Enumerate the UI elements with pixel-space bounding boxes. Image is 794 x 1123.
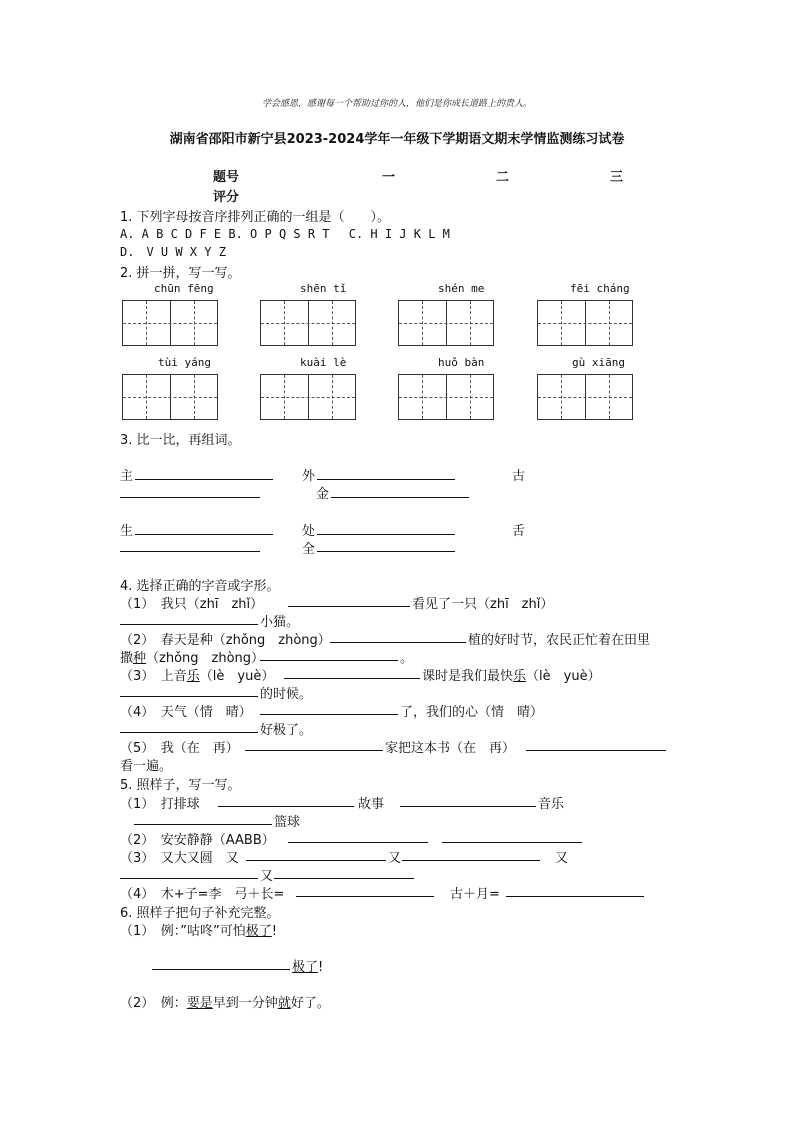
q4-item4-a: （4） 天气（情 晴） bbox=[120, 705, 252, 720]
q4-item1-c: 小猫。 bbox=[260, 615, 300, 630]
q4-item2-a: （2） 春天是种（zhǒng zhòng） bbox=[120, 633, 331, 648]
q6-answer1-underlined: 极了 bbox=[292, 960, 319, 975]
answer-blank[interactable] bbox=[506, 896, 644, 897]
q6-example1-underlined: 极了 bbox=[245, 924, 272, 939]
pinyin-label: kuài lè bbox=[300, 356, 347, 369]
q5-item2-a: （2） 安安静静（AABB） bbox=[120, 833, 275, 848]
score-label-tihao: 题号 bbox=[213, 170, 240, 185]
q4-item3-a-underlined: 乐 bbox=[186, 669, 200, 684]
q6-example2-post: 好了。 bbox=[290, 996, 330, 1011]
pinyin-label: chūn fēng bbox=[154, 282, 214, 295]
q4-item3-b-underlined: 乐 bbox=[513, 669, 527, 684]
writing-grid[interactable] bbox=[260, 300, 356, 346]
writing-grid[interactable] bbox=[537, 300, 633, 346]
answer-blank[interactable] bbox=[120, 551, 260, 552]
q5-item3-a: （3） 又大又圆 又 bbox=[120, 851, 239, 866]
answer-blank[interactable] bbox=[331, 497, 469, 498]
page-title: 湖南省邵阳市新宁县2023-2024学年一年级下学期语文期末学情监测练习试卷 bbox=[169, 132, 625, 147]
q6-example2-mid: 早到一分钟 bbox=[212, 996, 278, 1011]
q4-stem: 4. 选择正确的字音或字形。 bbox=[120, 579, 280, 594]
writing-grid[interactable] bbox=[122, 300, 218, 346]
answer-blank[interactable] bbox=[120, 732, 258, 733]
q4-item2-c-pre: 撒 bbox=[120, 651, 134, 666]
answer-blank[interactable] bbox=[288, 842, 428, 843]
score-col-2: 二 bbox=[496, 170, 510, 185]
compare-char: 主 bbox=[120, 469, 134, 484]
q5-item4-a: （4） 木+子=李 弓＋长= bbox=[120, 887, 285, 902]
q6-example2 bbox=[120, 992, 330, 1011]
q6-example2-pre: （2） 例： bbox=[120, 996, 187, 1011]
q4-item3-a-pre: （3） 上音 bbox=[120, 669, 187, 684]
answer-blank[interactable] bbox=[402, 860, 540, 861]
writing-grid[interactable] bbox=[537, 374, 633, 420]
q4-item4-b: 了，我们的心（情 晴） bbox=[400, 705, 544, 720]
q4-item4-c: 好极了。 bbox=[260, 723, 313, 738]
q5-item1-b: 故事 bbox=[358, 797, 385, 812]
q4-item2-c bbox=[120, 647, 264, 666]
answer-blank[interactable] bbox=[260, 660, 398, 661]
pinyin-label: tùi yáng bbox=[158, 356, 211, 369]
answer-blank[interactable] bbox=[135, 534, 273, 535]
answer-blank[interactable] bbox=[274, 878, 414, 879]
answer-blank[interactable] bbox=[120, 497, 260, 498]
pinyin-label: gù xiāng bbox=[572, 356, 625, 369]
q5-item1-d: 篮球 bbox=[274, 815, 301, 830]
answer-blank[interactable] bbox=[152, 969, 290, 970]
writing-grid[interactable] bbox=[398, 300, 494, 346]
q4-item3-a-post: （lè yuè） bbox=[199, 669, 275, 684]
pinyin-label: shēn tǐ bbox=[300, 282, 347, 295]
q4-item2-b: 植的好时节，农民正忙着在田里 bbox=[468, 633, 651, 648]
q5-item3-c: 又 bbox=[555, 851, 569, 866]
compare-char: 外 bbox=[302, 469, 316, 484]
answer-blank[interactable] bbox=[120, 696, 258, 697]
q5-item1-a: （1） 打排球 bbox=[120, 797, 200, 812]
score-label-pingfen: 评分 bbox=[213, 190, 240, 205]
q6-answer1-suffix bbox=[292, 956, 323, 975]
q4-item1-b: 看见了一只（zhī zhǐ） bbox=[412, 597, 554, 612]
answer-blank[interactable] bbox=[317, 534, 455, 535]
answer-blank[interactable] bbox=[526, 750, 666, 751]
compare-char: 处 bbox=[302, 524, 316, 539]
q3-stem: 3. 比一比，再组词。 bbox=[120, 433, 241, 448]
answer-blank[interactable] bbox=[134, 824, 272, 825]
q5-item1-c: 音乐 bbox=[538, 797, 565, 812]
q4-item5-c: 看一遍。 bbox=[120, 759, 173, 774]
q4-item3-b-pre: 课时是我们最快 bbox=[422, 669, 514, 684]
answer-blank[interactable] bbox=[120, 878, 258, 879]
q6-example2-underlined-2: 就 bbox=[277, 996, 291, 1011]
q1-options-line2: D. V U W X Y Z bbox=[120, 245, 226, 259]
answer-blank[interactable] bbox=[442, 842, 582, 843]
q4-item2-d: 。 bbox=[400, 651, 414, 666]
answer-blank[interactable] bbox=[400, 806, 536, 807]
compare-char: 生 bbox=[120, 524, 134, 539]
compare-char: 全 bbox=[302, 542, 316, 557]
q4-item2-c-post: （zhǒng zhòng） bbox=[146, 651, 265, 666]
q4-item5-a: （5） 我（在 再） bbox=[120, 741, 239, 756]
q6-stem: 6. 照样子把句子补充完整。 bbox=[120, 906, 280, 921]
q4-item2-c-underlined: 种 bbox=[133, 651, 147, 666]
pinyin-label: fēi cháng bbox=[570, 282, 630, 295]
writing-grid[interactable] bbox=[398, 374, 494, 420]
answer-blank[interactable] bbox=[330, 642, 466, 643]
q4-item3-b bbox=[422, 665, 601, 684]
answer-blank[interactable] bbox=[260, 714, 398, 715]
q4-item5-b: 家把这本书（在 再） bbox=[385, 741, 516, 756]
motto-text: 学会感恩，感谢每一个帮助过你的人，他们是你成长道路上的贵人。 bbox=[261, 99, 532, 109]
q6-example1-pre: （1） 例：”咕咚”可怕 bbox=[120, 924, 246, 939]
q1-stem: 1. 下列字母按音序排列正确的一组是（ ）。 bbox=[120, 210, 391, 225]
score-col-1: 一 bbox=[382, 170, 396, 185]
q6-example1 bbox=[120, 920, 277, 939]
q1-options-line1: A. A B C D F E B. O P Q S R T C. H I J K L M bbox=[120, 227, 450, 241]
answer-blank[interactable] bbox=[284, 678, 420, 679]
answer-blank[interactable] bbox=[135, 479, 273, 480]
answer-blank[interactable] bbox=[317, 479, 455, 480]
writing-grid[interactable] bbox=[122, 374, 218, 420]
q4-item3-c: 的时候。 bbox=[260, 687, 313, 702]
q6-answer1-post: ! bbox=[318, 960, 324, 975]
q5-item4-b: 古＋月= bbox=[450, 887, 500, 902]
compare-char: 古 bbox=[512, 469, 526, 484]
score-col-3: 三 bbox=[610, 170, 624, 185]
q6-example2-underlined-1: 要是 bbox=[186, 996, 213, 1011]
answer-blank[interactable] bbox=[296, 896, 434, 897]
compare-char: 舌 bbox=[512, 524, 526, 539]
q6-example1-post: ! bbox=[271, 924, 277, 939]
pinyin-label: shén me bbox=[438, 282, 485, 295]
q2-stem: 2. 拼一拼，写一写。 bbox=[120, 266, 241, 281]
answer-blank[interactable] bbox=[120, 624, 258, 625]
q4-item3-b-post: （lè yuè） bbox=[526, 669, 601, 684]
answer-blank[interactable] bbox=[288, 606, 410, 607]
q5-item3-d: 又 bbox=[260, 869, 274, 884]
answer-blank[interactable] bbox=[218, 806, 354, 807]
answer-blank[interactable] bbox=[246, 860, 386, 861]
answer-blank[interactable] bbox=[317, 551, 455, 552]
q5-stem: 5. 照样子，写一写。 bbox=[120, 778, 241, 793]
q4-item1-a: （1） 我只（zhī zhǐ） bbox=[120, 597, 264, 612]
answer-blank[interactable] bbox=[245, 750, 383, 751]
q4-item3-a bbox=[120, 665, 274, 684]
pinyin-label: huǒ bàn bbox=[438, 356, 485, 369]
q5-item3-b: 又 bbox=[388, 851, 402, 866]
writing-grid[interactable] bbox=[260, 374, 356, 420]
compare-char: 金 bbox=[316, 487, 330, 502]
